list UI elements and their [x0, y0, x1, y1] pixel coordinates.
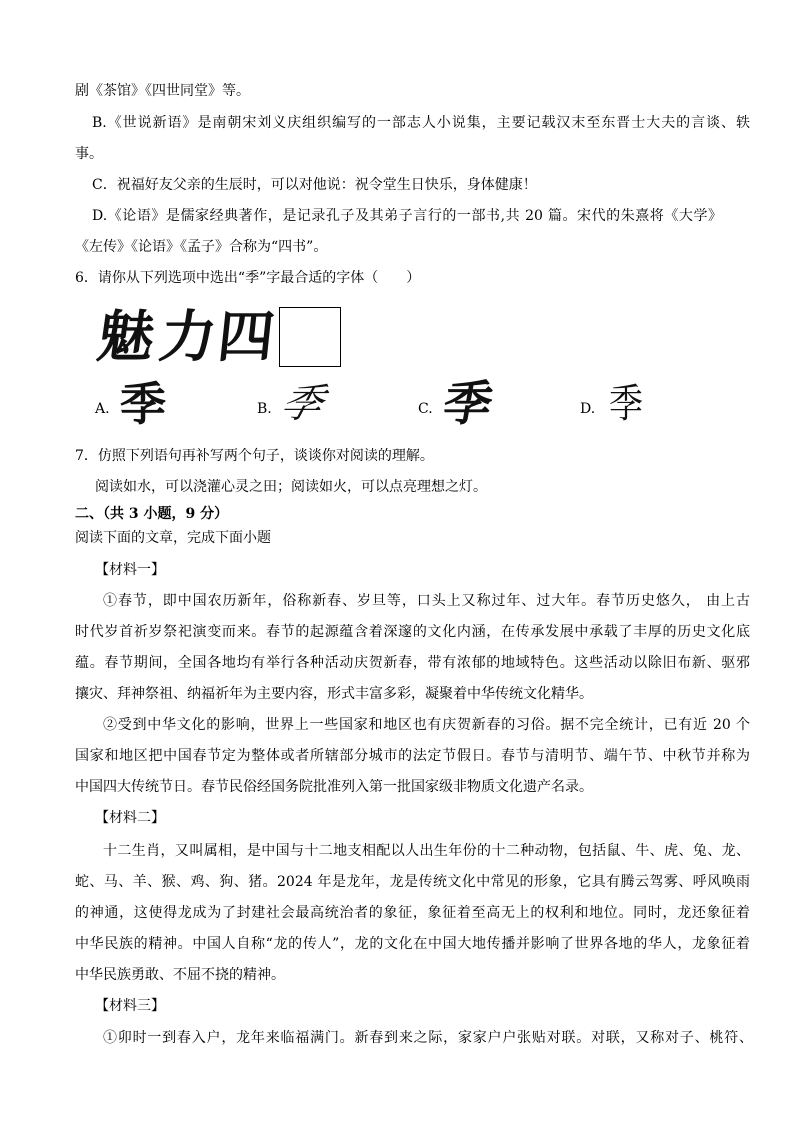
option-b-char: 季	[275, 381, 329, 427]
reading-instruction: 阅读下面的文章，完成下面小题	[75, 530, 271, 546]
material-1-p1-line-1: ①春节，即中国农历新年，俗称新春、岁旦等，口头上又称过年、过大年。春节历史悠久， 由上古	[103, 593, 750, 609]
option-d-label: D.	[580, 401, 596, 417]
material-2-line-5: 中华民族勇敢、不屈不挠的精神。	[75, 967, 285, 983]
option-c-label: C.	[418, 401, 433, 417]
material-1-p1-line-3: 蕴。春节期间，全国各地均有举行各种活动庆贺新春，带有浓郁的地域特色。这些活动以除旧布新、驱邪	[75, 655, 750, 671]
q5-option-c: C．祝福好友父亲的生辰时，可以对他说：祝令堂生日快乐，身体健康！	[92, 177, 537, 193]
blank-character-box	[279, 307, 341, 367]
option-b-label: B.	[257, 401, 272, 417]
q5-option-d-tail: 《左传》《论语》《孟子》合称为“四书”。	[75, 239, 328, 255]
material-2-line-1: 十二生肖，又叫属相，是中国与十二地支相配以人出生年份的十二种动物，包括鼠、牛、虎、兔、龙、	[103, 843, 750, 859]
calligraphy-char-2: 力	[155, 304, 221, 370]
material-2-line-2: 蛇、马、羊、猴、鸡、狗、猪。2024 年是龙年，龙是传统文化中常见的形象，它具有腾云驾雾、呼风唤雨	[75, 874, 750, 890]
material-1-p1-line-4: 攘灾、拜神祭祖、纳福祈年为主要内容，形式丰富多彩，凝聚着中华传统文化精华。	[75, 686, 593, 702]
question-7-example: 阅读如水，可以浇灌心灵之田；阅读如火，可以点亮理想之灯。	[95, 479, 487, 495]
option-a-label: A.	[95, 401, 110, 417]
question-7: 7．仿照下列语句再补写两个句子，谈谈你对阅读的理解。	[75, 448, 434, 464]
section-2-heading: 二、（共 3 小题，9 分）	[75, 506, 229, 522]
q5-option-a-tail: 剧《茶馆》《四世同堂》等。	[75, 83, 250, 99]
question-6: 6．请你从下列选项中选出“季”字最合适的字体（ ）	[75, 270, 421, 286]
option-c-char: 季	[439, 376, 497, 432]
material-3-line-1: ①卯时一到春入户，龙年来临福满门。新春到来之际，家家户户张贴对联。对联，又称对子、桃符、	[103, 1030, 753, 1046]
option-d-char: 季	[609, 381, 643, 427]
material-2-title: 【材料二】	[95, 810, 165, 826]
q5-option-b: B.《世说新语》是南朝宋刘义庆组织编写的一部志人小说集，主要记载汉末至东晋士大夫的言谈、轶	[92, 115, 750, 131]
material-1-title: 【材料一】	[95, 562, 165, 578]
calligraphy-char-3: 四	[214, 304, 278, 370]
q5-option-b-tail: 事。	[75, 146, 103, 162]
q5-option-d: D.《论语》是儒家经典著作，是记录孔子及其弟子言行的一部书,共 20 篇。宋代的朱熹将《大学》	[92, 208, 722, 224]
material-1-p2-line-1: ②受到中华文化的影响，世界上一些国家和地区也有庆贺新春的习俗。据不完全统计，已有近 20 个	[103, 717, 750, 733]
material-1-p1-line-2: 时代岁首祈岁祭祀演变而来。春节的起源蕴含着深邃的文化内涵，在传承发展中承载了丰厚的历史文化底	[75, 624, 750, 640]
material-1-p2-line-2: 国家和地区把中国春节定为整体或者所辖部分城市的法定节假日。春节与清明节、端午节、中秋节并称为	[75, 748, 750, 764]
calligraphy-char-1: 魅	[93, 304, 159, 370]
material-3-title: 【材料三】	[95, 998, 165, 1014]
material-2-line-3: 的神通，这使得龙成为了封建社会最高统治者的象征，象征着至高无上的权利和地位。同时，龙还象征着	[75, 905, 750, 921]
option-a-char: 季	[120, 377, 166, 431]
material-1-p2-line-3: 中国四大传统节日。春节民俗经国务院批准列入第一批国家级非物质文化遗产名录。	[75, 779, 593, 795]
material-2-line-4: 中华民族的精神。中国人自称“龙的传人”，龙的文化在中国大地传播并影响了世界各地的华人，龙象征着	[75, 936, 750, 952]
